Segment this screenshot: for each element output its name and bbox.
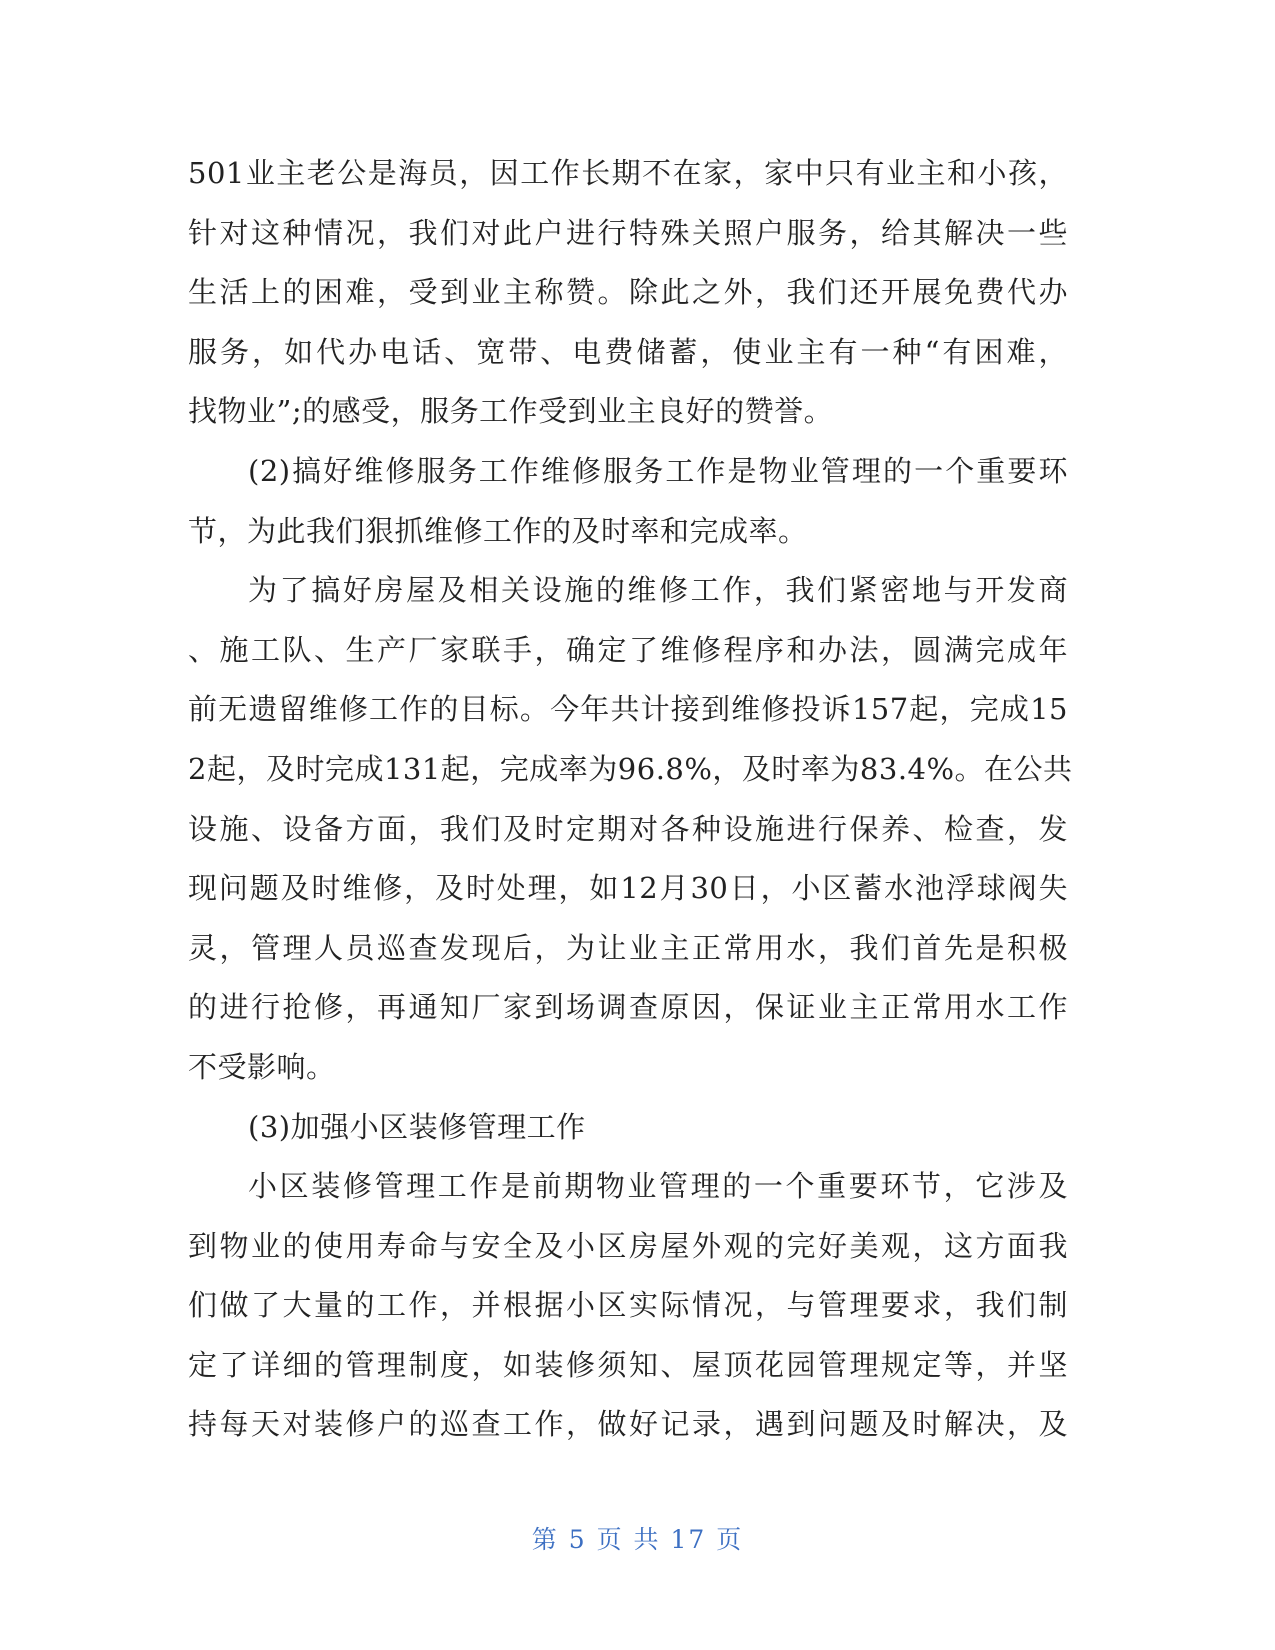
text-line: 前无遗留维修工作的目标。今年共计接到维修投诉157起，完成15 [188,692,1068,727]
text-line: 找物业”;的感受，服务工作受到业主良好的赞誉。 [188,394,834,429]
text-line: 灵，管理人员巡查发现后，为让业主正常用水，我们首先是积极 [188,930,1068,965]
text-line: 服务，如代办电话、宽带、电费储蓄，使业主有一种“有困难， [188,334,1068,369]
page-footer [0,1520,1275,1556]
text-line: (2)搞好维修服务工作维修服务工作是物业管理的一个重要环 [248,453,1068,488]
text-line: 持每天对装修户的巡查工作，做好记录，遇到问题及时解决，及 [188,1407,1068,1442]
text-line: 生活上的困难，受到业主称赞。除此之外，我们还开展免费代办 [188,275,1068,310]
text-line: 的进行抢修，再通知厂家到场调查原因，保证业主正常用水工作 [188,990,1068,1025]
text-line: 、施工队、生产厂家联手，确定了维修程序和办法，圆满完成年 [188,632,1068,667]
section-heading: (3)加强小区装修管理工作 [248,1109,586,1144]
text-line: 小区装修管理工作是前期物业管理的一个重要环节，它涉及 [248,1169,1068,1204]
text-line: 到物业的使用寿命与安全及小区房屋外观的完好美观，这方面我 [188,1228,1068,1263]
text-line: 2起，及时完成131起，完成率为96.8%，及时率为83.4%。在公共 [188,751,1073,786]
text-line: 们做了大量的工作，并根据小区实际情况，与管理要求，我们制 [188,1288,1068,1323]
text-line: 设施、设备方面，我们及时定期对各种设施进行保养、检查，发 [188,811,1068,846]
text-line: 为了搞好房屋及相关设施的维修工作，我们紧密地与开发商 [248,573,1068,608]
document-body [188,144,1073,1455]
text-line: 节，为此我们狠抓维修工作的及时率和完成率。 [188,513,808,548]
page-number-label: 第 5 页 共 17 页 [531,1525,744,1554]
text-line: 定了详细的管理制度，如装修须知、屋顶花园管理规定等，并坚 [188,1347,1068,1382]
text-line: 501业主老公是海员，因工作长期不在家，家中只有业主和小孩， [188,156,1068,190]
text-line: 针对这种情况，我们对此户进行特殊关照户服务，给其解决一些 [188,215,1068,250]
text-line: 现问题及时维修，及时处理，如12月30日，小区蓄水池浮球阀失 [188,871,1068,906]
text-line: 不受影响。 [188,1049,336,1084]
